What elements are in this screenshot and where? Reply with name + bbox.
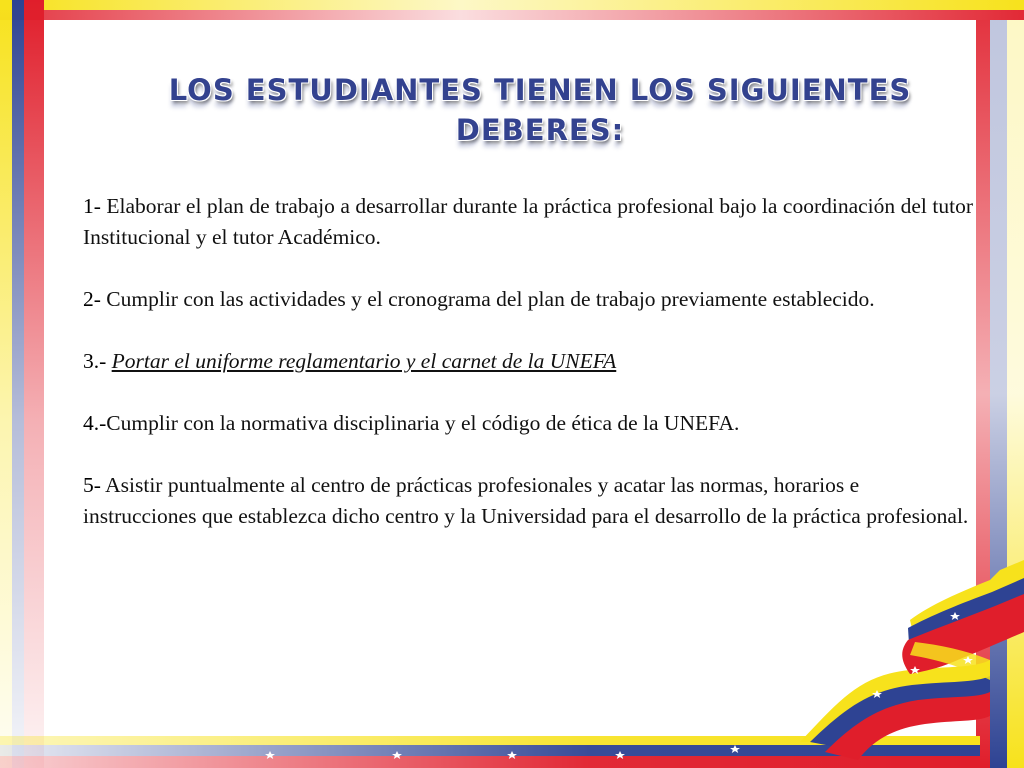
- duty-number-4: 4.-: [83, 411, 107, 435]
- duties-list: [83, 191, 973, 563]
- duty-text-3: Portar el uniforme reglamentario y el carnet de la UNEFA: [111, 349, 617, 373]
- duty-number-2: 2-: [83, 287, 101, 311]
- slide-title: [140, 70, 940, 150]
- duty-item-3: [83, 346, 973, 377]
- duty-item-2: [83, 284, 973, 315]
- duty-number-1: 1-: [83, 194, 101, 218]
- duty-text-1: Elaborar el plan de trabajo a desarrollar durante la práctica profesional bajo la coordinación del tutor Institucional y el tutor Académico.: [83, 194, 973, 249]
- duty-number-3: 3.-: [83, 349, 107, 373]
- duty-item-5: [83, 470, 973, 532]
- duty-text-4: Cumplir con la normativa disciplinaria y el código de ética de la UNEFA.: [106, 411, 740, 435]
- title-line-2: DEBERES:: [455, 113, 625, 147]
- duty-text-5: Asistir puntualmente al centro de prácticas profesionales y acatar las normas, horarios e instrucciones que establezca dicho centro y la Universidad para el desarrollo de la práctica profesional.: [83, 473, 969, 528]
- duty-item-1: [83, 191, 973, 253]
- duty-number-5: 5-: [83, 473, 101, 497]
- title-line-1: LOS ESTUDIANTES TIENEN LOS SIGUIENTES: [168, 73, 912, 107]
- duty-text-2: Cumplir con las actividades y el cronograma del plan de trabajo previamente establecido.: [106, 287, 875, 311]
- duty-item-4: [83, 408, 973, 439]
